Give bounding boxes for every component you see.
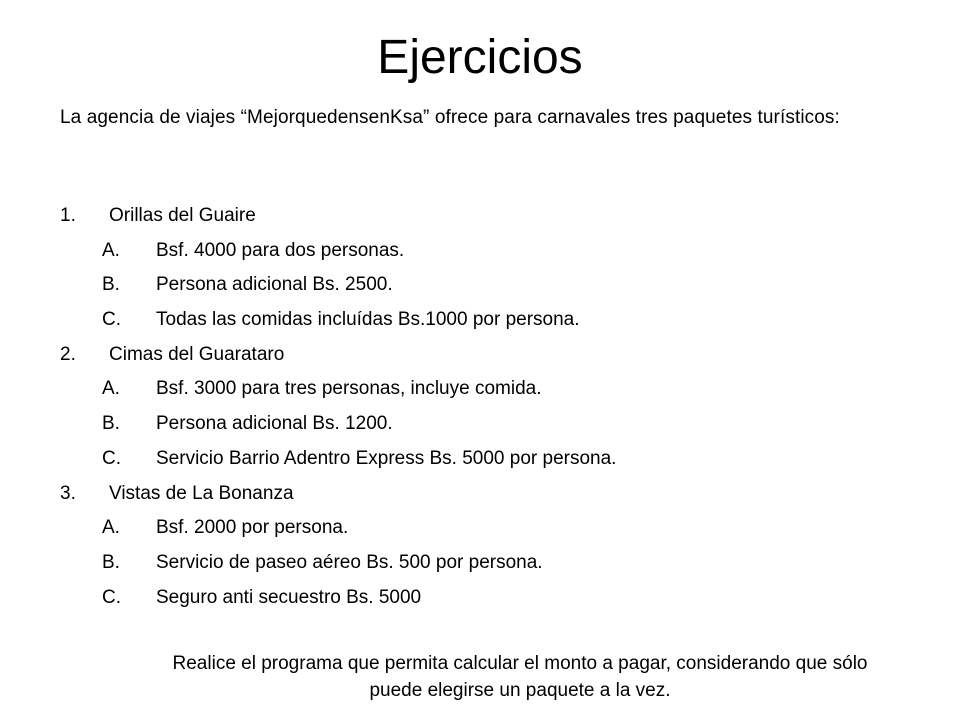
slide-title: Ejercicios bbox=[377, 31, 583, 84]
detail-letter: C. bbox=[102, 586, 121, 608]
package-item bbox=[60, 199, 900, 234]
detail-letter: B. bbox=[102, 551, 120, 573]
package-number: 2. bbox=[60, 343, 76, 365]
package-name: Cimas del Guarataro bbox=[109, 343, 285, 365]
package-number: 1. bbox=[60, 205, 76, 226]
package-detail bbox=[60, 442, 900, 477]
intro-text: La agencia de viajes “MejorquedensenKsa” ofrece para carnavales tres paquetes turísticos: bbox=[60, 107, 840, 128]
package-detail bbox=[60, 546, 900, 581]
detail-letter: A. bbox=[102, 378, 120, 400]
detail-letter: A. bbox=[102, 239, 120, 261]
detail-text: Persona adicional Bs. 1200. bbox=[156, 413, 393, 435]
package-item bbox=[60, 477, 900, 512]
detail-letter: C. bbox=[102, 447, 121, 469]
detail-letter: B. bbox=[102, 413, 120, 435]
detail-letter: A. bbox=[102, 517, 120, 539]
detail-text: Persona adicional Bs. 2500. bbox=[156, 274, 393, 296]
package-detail bbox=[60, 303, 900, 338]
detail-text: Seguro anti secuestro Bs. 5000 bbox=[156, 586, 422, 608]
detail-text: Bsf. 3000 para tres personas, incluye comida. bbox=[156, 378, 542, 400]
detail-text: Todas las comidas incluídas Bs.1000 por persona. bbox=[156, 309, 580, 331]
closing-instruction: Realice el programa que permita calcular el monto a pagar, considerando que sólo puede elegirse un paquete a la vez. bbox=[172, 653, 868, 701]
package-item bbox=[60, 338, 900, 373]
package-detail bbox=[60, 511, 900, 546]
package-detail bbox=[60, 407, 900, 442]
detail-text: Bsf. 4000 para dos personas. bbox=[156, 239, 405, 261]
package-list bbox=[60, 199, 900, 615]
detail-letter: C. bbox=[102, 309, 121, 331]
detail-text: Servicio de paseo aéreo Bs. 500 por persona. bbox=[156, 551, 543, 573]
package-name: Orillas del Guaire bbox=[109, 205, 256, 226]
package-detail bbox=[60, 581, 900, 616]
package-detail bbox=[60, 268, 900, 303]
detail-text: Servicio Barrio Adentro Express Bs. 5000 por persona. bbox=[156, 447, 617, 469]
detail-text: Bsf. 2000 por persona. bbox=[156, 517, 349, 539]
package-name: Vistas de La Bonanza bbox=[109, 482, 294, 504]
package-detail bbox=[60, 234, 900, 269]
package-detail bbox=[60, 372, 900, 407]
detail-letter: B. bbox=[102, 274, 120, 296]
package-number: 3. bbox=[60, 482, 76, 504]
